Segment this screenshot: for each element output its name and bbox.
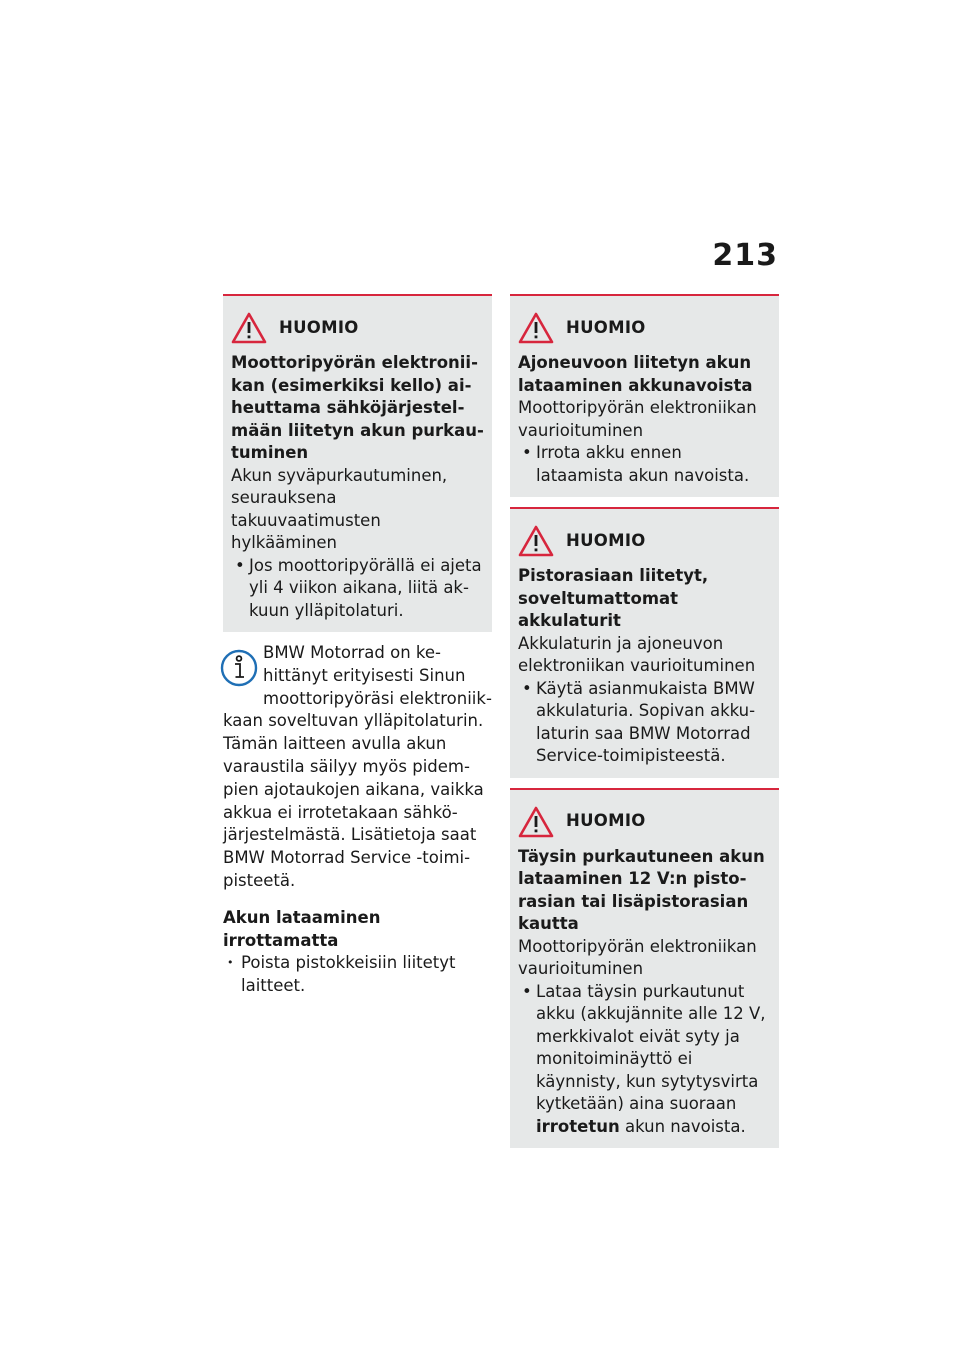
bullet-emphasis: irrotetun bbox=[536, 1116, 620, 1136]
warning-icon bbox=[518, 525, 554, 557]
warning-icon bbox=[518, 312, 554, 344]
notice-heading: Ajoneuvoon liitetyn akun lataaminen akkunavoista bbox=[518, 353, 753, 395]
list-item: • Jos moottoripyörällä ei ajeta yli 4 viikon aikana, liitä akkuun ylläpitolaturi. bbox=[231, 555, 484, 623]
list-item bbox=[518, 981, 771, 1139]
warning-icon bbox=[231, 312, 267, 344]
notice-heading: Moottoripyörän elektroniikan (esimerkiksi kello) aiheuttama sähköjärjestelmään liitetyn akun purkautuminen bbox=[231, 353, 484, 462]
notice-title: HUOMIO bbox=[566, 811, 646, 831]
bullet-text: Lataa täysin purkautunut akku (akkujännite alle 12 V, merkkivalot eivät syty ja monitoiminäyttö ei käynnisty, kun sytytysvirta kytketään) aina suoraan bbox=[536, 981, 766, 1113]
notice-header bbox=[518, 523, 771, 559]
notice-header bbox=[518, 310, 771, 346]
notice-heading: Pistorasiaan liitetyt, soveltumattomat akkulaturit bbox=[518, 566, 709, 630]
notice-text: Moottoripyörän elektroniikan vaurioituminen bbox=[518, 936, 757, 978]
info-text: BMW Motorrad on kehittänyt erityisesti Sinun moottoripyöräsi elektroniikkaan soveltuvan ylläpitolaturin. Tämän laitteen avulla akun varaustila säilyy myös pidempien ajotaukojen aikana, vaikka akkua ei irrotetakaan sähköjärjestelmästä. Lisätietoja saat BMW Motorrad Service -toimipisteetä. bbox=[223, 643, 492, 890]
notice-header bbox=[518, 804, 771, 840]
left-column bbox=[223, 294, 492, 998]
info-icon bbox=[219, 648, 259, 688]
notice-box bbox=[510, 507, 779, 778]
notice-text: Akkulaturin ja ajoneuvon elektroniikan vaurioituminen bbox=[518, 633, 756, 675]
notice-bullets bbox=[518, 981, 771, 1139]
notice-bullets bbox=[231, 555, 484, 623]
notice-title: HUOMIO bbox=[279, 317, 359, 337]
list-item: • Irrota akku ennen lataamista akun navoista. bbox=[518, 442, 771, 487]
notice-box bbox=[510, 788, 779, 1149]
list-item: • Poista pistokkeisiin liitetyt laitteet. bbox=[223, 952, 492, 998]
bullet-text: akun navoista. bbox=[619, 1116, 746, 1136]
list-item: • Käytä asianmukaista BMW akkulaturia. Sopivan akkulaturin saa BMW Motorrad Service-toimipisteestä. bbox=[518, 678, 771, 768]
section-bullets bbox=[223, 952, 492, 998]
notice-title: HUOMIO bbox=[566, 530, 646, 550]
notice-heading: Täysin purkautuneen akun lataaminen 12 V:n pistorasian tai lisäpistorasian kautta bbox=[518, 846, 765, 933]
page-number: 213 bbox=[712, 238, 778, 273]
section-heading: Akun lataaminen irrottamatta bbox=[223, 907, 381, 950]
info-block bbox=[223, 642, 492, 893]
notice-bullets bbox=[518, 678, 771, 768]
notice-text: Akun syväpurkautuminen, seurauksena takuuvaatimusten hylkääminen bbox=[231, 465, 448, 552]
notice-header bbox=[231, 310, 484, 346]
notice-box bbox=[510, 294, 779, 497]
notice-title: HUOMIO bbox=[566, 317, 646, 337]
notice-box bbox=[223, 294, 492, 632]
right-column bbox=[510, 294, 779, 1158]
warning-icon bbox=[518, 806, 554, 838]
notice-bullets bbox=[518, 442, 771, 487]
notice-text: Moottoripyörän elektroniikan vaurioituminen bbox=[518, 398, 757, 440]
